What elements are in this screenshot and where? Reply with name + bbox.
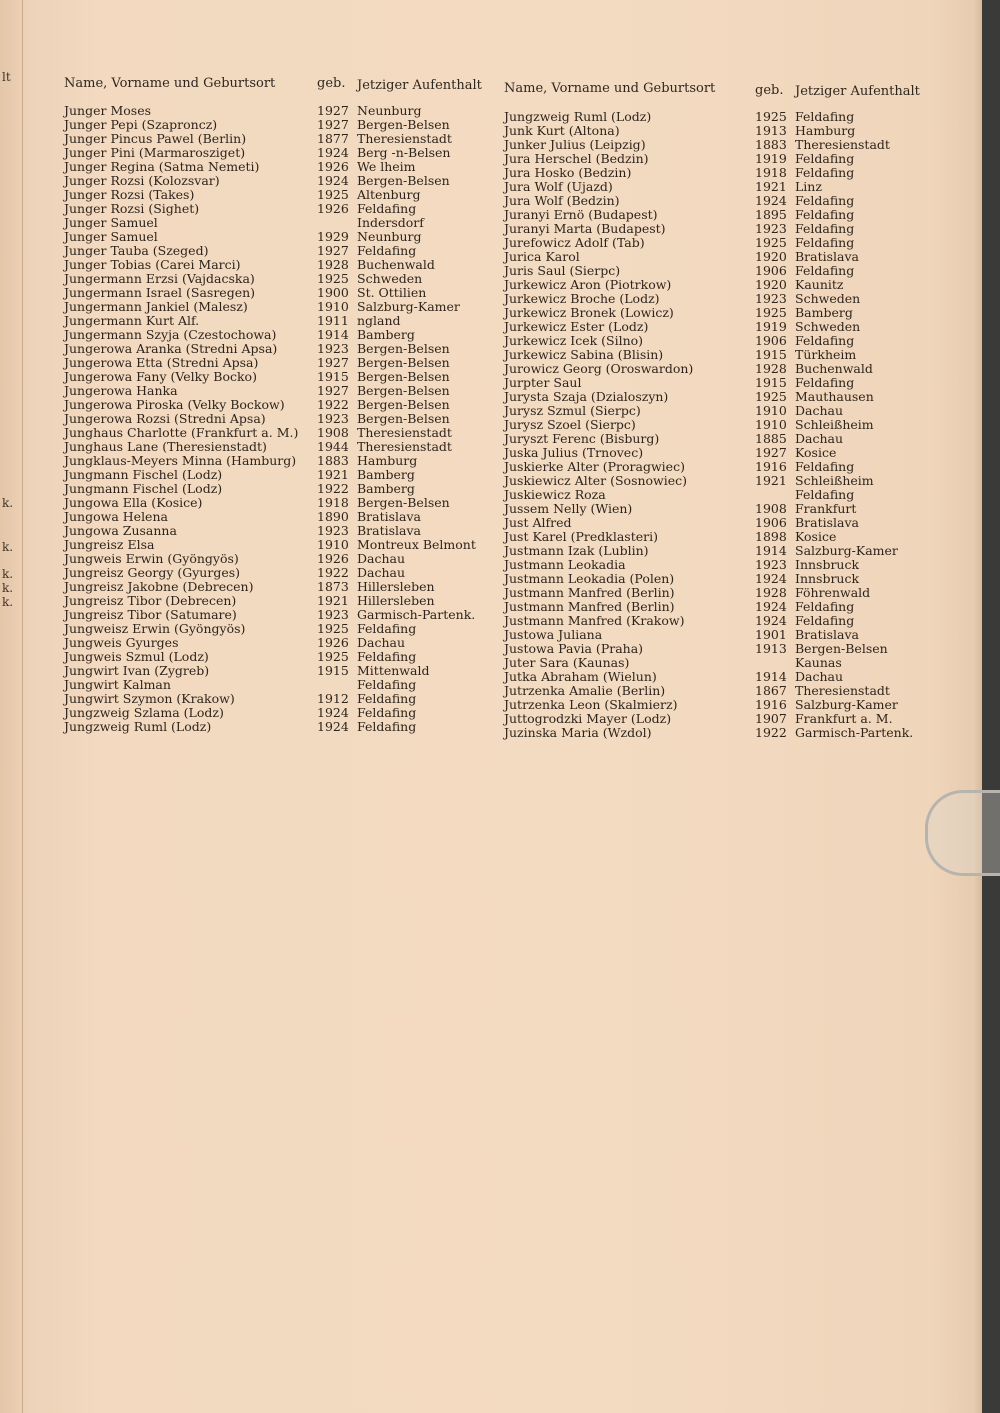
entry-place: Hamburg: [357, 453, 418, 468]
entry-name: Jungermann Erzsi (Vajdacska): [64, 271, 255, 286]
entry-name: Jungweis Gyurges: [64, 635, 179, 650]
entry-name: Jungowa Helena: [64, 509, 168, 524]
entry-place: Theresienstadt: [357, 131, 452, 146]
page-edge: [972, 0, 982, 1413]
entry-place: Bergen-Belsen: [357, 369, 450, 384]
entry-name: Jungreisz Elsa: [64, 537, 155, 552]
entry-place: Montreux Belmont: [357, 537, 476, 552]
entry-year: 1915: [317, 369, 349, 384]
entry-year: 1925: [755, 389, 787, 404]
entry-name: Jurefowicz Adolf (Tab): [504, 235, 645, 250]
entry-year: 1922: [317, 397, 349, 412]
entry-place: Türkheim: [795, 347, 857, 362]
entry-place: Dachau: [795, 431, 844, 446]
entry-year: 1926: [317, 551, 349, 566]
margin-fragment: k.: [2, 496, 14, 510]
entry-name: Jussem Nelly (Wien): [504, 501, 633, 516]
entry-place: Kaunitz: [795, 277, 844, 292]
entry-year: 1906: [755, 263, 787, 278]
entry-year: 1925: [755, 305, 787, 320]
header-born: geb.: [317, 76, 346, 91]
entry-name: Junger Tobias (Carei Marci): [64, 257, 241, 272]
entry-year: 1913: [755, 641, 787, 656]
entry-place: Indersdorf: [357, 215, 424, 230]
entry-name: Jungzweig Szlama (Lodz): [64, 705, 224, 720]
entry-year: 1922: [755, 725, 787, 740]
entry-year: 1925: [317, 621, 349, 636]
entry-name: Jungreisz Georgy (Gyurges): [64, 565, 241, 580]
entry-name: Jungerowa Aranka (Stredni Apsa): [64, 341, 278, 356]
entry-name: Jurkewicz Sabina (Blisin): [504, 347, 664, 362]
entry-place: Frankfurt: [795, 501, 857, 516]
entry-place: Bamberg: [357, 327, 415, 342]
entry-place: Hillersleben: [357, 593, 435, 608]
entry-year: 1923: [317, 607, 349, 622]
entry-place: Bamberg: [357, 481, 415, 496]
entry-name: Jurica Karol: [504, 249, 580, 264]
entry-name: Jungerowa Hanka: [64, 383, 178, 398]
entry-year: 1916: [755, 697, 787, 712]
entry-place: Neunburg: [357, 103, 422, 118]
entry-year: 1921: [755, 179, 787, 194]
entry-place: Theresienstadt: [357, 439, 452, 454]
entry-name: Junker Julius (Leipzig): [504, 137, 646, 152]
entry-year: 1918: [755, 165, 787, 180]
entry-year: 1926: [317, 635, 349, 650]
entry-year: 1924: [755, 599, 787, 614]
entry-year: 1883: [755, 137, 787, 152]
entry-place: Altenburg: [357, 187, 421, 202]
entry-year: 1924: [755, 193, 787, 208]
entry-year: 1919: [755, 319, 787, 334]
entry-place: Feldafing: [795, 263, 855, 278]
entry-year: 1925: [317, 649, 349, 664]
entry-place: Dachau: [357, 551, 406, 566]
margin-fragment: k.: [2, 540, 14, 554]
entry-place: Feldafing: [357, 719, 417, 734]
entry-name: Junger Pincus Pawel (Berlin): [64, 131, 247, 146]
entry-name: Jurkewicz Bronek (Lowicz): [504, 305, 674, 320]
entry-place: Bergen-Belsen: [357, 495, 450, 510]
entry-name: Justmann Manfred (Berlin): [504, 585, 675, 600]
entry-year: 1908: [755, 501, 787, 516]
entry-year: 1921: [755, 473, 787, 488]
entry-place: Salzburg-Kamer: [795, 697, 898, 712]
entry-place: Feldafing: [795, 333, 855, 348]
entry-place: Garmisch-Partenk.: [357, 607, 476, 622]
entry-year: 1928: [317, 257, 349, 272]
entry-place: Bamberg: [357, 467, 415, 482]
entry-place: Bergen-Belsen: [357, 383, 450, 398]
entry-place: Dachau: [357, 635, 406, 650]
entry-year: 1873: [317, 579, 349, 594]
entry-place: Kosice: [795, 445, 837, 460]
entry-place: Bratislava: [357, 523, 422, 538]
entry-place: Bergen-Belsen: [357, 411, 450, 426]
entry-place: Feldafing: [357, 649, 417, 664]
entry-name: Jungreisz Tibor (Satumare): [64, 607, 237, 622]
entry-name: Jurysz Szoel (Sierpc): [504, 417, 636, 432]
entry-year: 1914: [755, 543, 787, 558]
entry-name: Jungwirt Szymon (Krakow): [64, 691, 235, 706]
entry-name: Just Alfred: [504, 515, 572, 530]
entry-name: Junger Rozsi (Kolozsvar): [64, 173, 220, 188]
entry-year: 1928: [755, 585, 787, 600]
entry-year: 1925: [755, 235, 787, 250]
entry-name: Jungowa Zusanna: [64, 523, 177, 538]
entry-name: Jungerowa Etta (Stredni Apsa): [64, 355, 259, 370]
entry-year: 1898: [755, 529, 787, 544]
previous-page-edge: [0, 0, 23, 1413]
entry-year: 1910: [755, 403, 787, 418]
entry-name: Jungwirt Ivan (Zygreb): [64, 663, 210, 678]
entry-name: Juzinska Maria (Wzdol): [504, 725, 652, 740]
entry-name: Jurkewicz Broche (Lodz): [504, 291, 660, 306]
entry-year: 1924: [755, 613, 787, 628]
entry-place: Feldafing: [795, 235, 855, 250]
header-residence: Jetziger Aufenthalt: [357, 78, 482, 93]
entry-place: Salzburg-Kamer: [795, 543, 898, 558]
entry-year: 1901: [755, 627, 787, 642]
entry-place: Feldafing: [795, 207, 855, 222]
entry-name: Jutrzenka Leon (Skalmierz): [504, 697, 678, 712]
entry-year: 1924: [317, 145, 349, 160]
entry-name: Jungzweig Ruml (Lodz): [64, 719, 212, 734]
entry-year: 1922: [317, 565, 349, 580]
entry-name: Jura Hosko (Bedzin): [504, 165, 632, 180]
entry-place: Feldafing: [795, 221, 855, 236]
entry-place: Feldafing: [357, 691, 417, 706]
header-name: Name, Vorname und Geburtsort: [64, 76, 276, 91]
entry-year: 1944: [317, 439, 349, 454]
entry-name: Jurowicz Georg (Oroswardon): [504, 361, 694, 376]
entry-place: Innsbruck: [795, 557, 860, 572]
entry-place: Feldafing: [795, 599, 855, 614]
entry-year: 1877: [317, 131, 349, 146]
entry-place: Salzburg-Kamer: [357, 299, 460, 314]
entry-name: Jungreisz Tibor (Debrecen): [64, 593, 237, 608]
entry-place: Bratislava: [357, 509, 422, 524]
entry-year: 1915: [755, 375, 787, 390]
entry-name: Junger Samuel: [64, 215, 158, 230]
entry-place: Innsbruck: [795, 571, 860, 586]
entry-place: Garmisch-Partenk.: [795, 725, 914, 740]
margin-fragment: k.: [2, 567, 14, 581]
entry-name: Jungerowa Fany (Velky Bocko): [64, 369, 257, 384]
entry-name: Jungermann Kurt Alf.: [64, 313, 200, 328]
entry-place: Feldafing: [357, 705, 417, 720]
entry-name: Jungermann Israel (Sasregen): [64, 285, 256, 300]
entry-place: Feldafing: [357, 243, 417, 258]
entry-place: Bergen-Belsen: [357, 355, 450, 370]
entry-name: Junger Pepi (Szaproncz): [64, 117, 218, 132]
entry-place: Feldafing: [795, 151, 855, 166]
entry-name: Jutka Abraham (Wielun): [504, 669, 657, 684]
entry-place: Schweden: [357, 271, 423, 286]
entry-place: Bergen-Belsen: [357, 117, 450, 132]
entry-year: 1923: [317, 523, 349, 538]
header-name: Name, Vorname und Geburtsort: [504, 81, 716, 96]
entry-place: Schleißheim: [795, 473, 874, 488]
entry-name: Juttogrodzki Mayer (Lodz): [504, 711, 672, 726]
entry-year: 1885: [755, 431, 787, 446]
entry-name: Juranyi Marta (Budapest): [504, 221, 666, 236]
entry-year: 1911: [317, 313, 349, 328]
entry-name: Jungermann Jankiel (Malesz): [64, 299, 248, 314]
entry-name: Jungweis Erwin (Gyöngyös): [64, 551, 239, 566]
entry-place: Bergen-Belsen: [795, 641, 888, 656]
entry-place: Theresienstadt: [357, 425, 452, 440]
entry-place: ngland: [357, 313, 401, 328]
entry-name: Juskierke Alter (Proragwiec): [504, 459, 685, 474]
entry-name: Junger Pini (Marmarosziget): [64, 145, 246, 160]
entry-place: Bergen-Belsen: [357, 173, 450, 188]
margin-fragment: lt: [2, 70, 11, 84]
entry-year: 1910: [317, 299, 349, 314]
header-residence: Jetziger Aufenthalt: [795, 84, 920, 99]
entry-name: Jungweisz Erwin (Gyöngyös): [64, 621, 246, 636]
entry-place: Bergen-Belsen: [357, 341, 450, 356]
entry-year: 1912: [317, 691, 349, 706]
entry-place: Kosice: [795, 529, 837, 544]
entry-place: Theresienstadt: [795, 137, 890, 152]
entry-name: Junger Tauba (Szeged): [64, 243, 209, 258]
header-born: geb.: [755, 83, 784, 98]
entry-name: Junger Moses: [64, 103, 152, 118]
entry-year: 1926: [317, 201, 349, 216]
entry-year: 1927: [317, 103, 349, 118]
entry-place: Feldafing: [795, 375, 855, 390]
entry-name: Jungerowa Piroska (Velky Bockow): [64, 397, 285, 412]
entry-place: Berg -n-Belsen: [357, 145, 451, 160]
entry-year: 1883: [317, 453, 349, 468]
entry-name: Jurysz Szmul (Sierpc): [504, 403, 641, 418]
entry-name: Juskiewicz Alter (Sosnowiec): [504, 473, 688, 488]
entry-year: 1914: [317, 327, 349, 342]
entry-place: Frankfurt a. M.: [795, 711, 893, 726]
entry-place: Bratislava: [795, 515, 860, 530]
entry-name: Junk Kurt (Altona): [504, 123, 620, 138]
entry-name: Justmann Leokadia: [504, 557, 626, 572]
entry-name: Justmann Izak (Lublin): [504, 543, 649, 558]
entry-year: 1913: [755, 123, 787, 138]
entry-place: Bamberg: [795, 305, 853, 320]
entry-name: Jungreisz Jakobne (Debrecen): [64, 579, 254, 594]
entry-name: Junger Samuel: [64, 229, 158, 244]
entry-year: 1925: [317, 271, 349, 286]
entry-year: 1890: [317, 509, 349, 524]
entry-name: Jungmann Fischel (Lodz): [64, 481, 223, 496]
entry-name: Justowa Juliana: [504, 627, 603, 642]
entry-name: Jungermann Szyja (Czestochowa): [64, 327, 277, 342]
paper-clip: [925, 790, 1000, 876]
entry-year: 1925: [317, 187, 349, 202]
entry-year: 1927: [317, 117, 349, 132]
entry-place: Föhrenwald: [795, 585, 871, 600]
entry-name: Jura Herschel (Bedzin): [504, 151, 649, 166]
margin-fragment: k.: [2, 595, 14, 609]
entry-year: 1895: [755, 207, 787, 222]
entry-name: Jura Wolf (Bedzin): [504, 193, 620, 208]
entry-year: 1925: [755, 109, 787, 124]
entry-year: 1924: [317, 173, 349, 188]
entry-year: 1914: [755, 669, 787, 684]
entry-year: 1921: [317, 467, 349, 482]
entry-name: Jungklaus-Meyers Minna (Hamburg): [64, 453, 297, 468]
entry-name: Justmann Leokadia (Polen): [504, 571, 675, 586]
entry-year: 1923: [317, 341, 349, 356]
entry-name: Juris Saul (Sierpc): [504, 263, 621, 278]
entry-year: 1920: [755, 277, 787, 292]
entry-name: Juskiewicz Roza: [504, 487, 606, 502]
entry-name: Jura Wolf (Ujazd): [504, 179, 613, 194]
entry-place: Hamburg: [795, 123, 856, 138]
entry-name: Junghaus Charlotte (Frankfurt a. M.): [64, 425, 299, 440]
entry-name: Jurkewicz Icek (Silno): [504, 333, 644, 348]
entry-name: Jungerowa Rozsi (Stredni Apsa): [64, 411, 266, 426]
entry-name: Juter Sara (Kaunas): [504, 655, 630, 670]
margin-fragment: k.: [2, 581, 14, 595]
entry-year: 1924: [755, 571, 787, 586]
entry-year: 1918: [317, 495, 349, 510]
entry-name: Juska Julius (Trnovec): [504, 445, 644, 460]
entry-place: Buchenwald: [357, 257, 435, 272]
entry-name: Junger Rozsi (Sighet): [64, 201, 200, 216]
entry-place: Dachau: [795, 669, 844, 684]
entry-name: Jungzweig Ruml (Lodz): [504, 109, 652, 124]
entry-place: Feldafing: [357, 201, 417, 216]
entry-place: Feldafing: [795, 109, 855, 124]
entry-year: 1928: [755, 361, 787, 376]
entry-place: Feldafing: [795, 459, 855, 474]
entry-place: St. Ottilien: [357, 285, 427, 300]
entry-place: Linz: [795, 179, 822, 194]
entry-place: Dachau: [795, 403, 844, 418]
entry-place: Dachau: [357, 565, 406, 580]
entry-place: Schweden: [795, 291, 861, 306]
entry-name: Juryszt Ferenc (Bisburg): [504, 431, 660, 446]
entry-name: Jutrzenka Amalie (Berlin): [504, 683, 666, 698]
entry-name: Juranyi Ernö (Budapest): [504, 207, 658, 222]
entry-year: 1923: [755, 221, 787, 236]
entry-name: Justmann Manfred (Berlin): [504, 599, 675, 614]
entry-place: Feldafing: [795, 193, 855, 208]
entry-place: We lheim: [357, 159, 416, 174]
entry-year: 1920: [755, 249, 787, 264]
entry-year: 1916: [755, 459, 787, 474]
entry-name: Jungowa Ella (Kosice): [64, 495, 203, 510]
entry-name: Junger Rozsi (Takes): [64, 187, 195, 202]
entry-place: Feldafing: [357, 621, 417, 636]
entry-year: 1906: [755, 515, 787, 530]
entry-year: 1910: [317, 537, 349, 552]
entry-year: 1915: [317, 663, 349, 678]
entry-place: Bergen-Belsen: [357, 397, 450, 412]
entry-place: Feldafing: [795, 613, 855, 628]
entry-name: Jungwirt Kalman: [64, 677, 171, 692]
entry-year: 1924: [317, 705, 349, 720]
entry-place: Schleißheim: [795, 417, 874, 432]
entry-name: Jungweis Szmul (Lodz): [64, 649, 209, 664]
entry-year: 1923: [755, 557, 787, 572]
entry-place: Feldafing: [795, 165, 855, 180]
entry-place: Mauthausen: [795, 389, 874, 404]
entry-place: Bratislava: [795, 249, 860, 264]
entry-place: Kaunas: [795, 655, 842, 670]
entry-year: 1927: [317, 355, 349, 370]
entry-place: Theresienstadt: [795, 683, 890, 698]
entry-name: Justmann Manfred (Krakow): [504, 613, 685, 628]
entry-name: Just Karel (Predklasteri): [504, 529, 658, 544]
entry-year: 1923: [755, 291, 787, 306]
entry-place: Neunburg: [357, 229, 422, 244]
entry-place: Bratislava: [795, 627, 860, 642]
entry-year: 1923: [317, 411, 349, 426]
entry-name: Jurysta Szaja (Dzialoszyn): [504, 389, 669, 404]
entry-year: 1927: [755, 445, 787, 460]
entry-year: 1910: [755, 417, 787, 432]
entry-year: 1924: [317, 719, 349, 734]
entry-place: Mittenwald: [357, 663, 430, 678]
entry-name: Justowa Pavia (Praha): [504, 641, 644, 656]
entry-year: 1927: [317, 243, 349, 258]
entry-year: 1867: [755, 683, 787, 698]
entry-place: Feldafing: [795, 487, 855, 502]
entry-year: 1929: [317, 229, 349, 244]
entry-place: Buchenwald: [795, 361, 873, 376]
entry-place: Hillersleben: [357, 579, 435, 594]
entry-year: 1922: [317, 481, 349, 496]
entry-year: 1906: [755, 333, 787, 348]
entry-year: 1900: [317, 285, 349, 300]
entry-year: 1907: [755, 711, 787, 726]
entry-year: 1915: [755, 347, 787, 362]
entry-year: 1926: [317, 159, 349, 174]
entry-year: 1919: [755, 151, 787, 166]
entry-year: 1927: [317, 383, 349, 398]
entry-place: Feldafing: [357, 677, 417, 692]
entry-place: Schweden: [795, 319, 861, 334]
entry-name: Junghaus Lane (Theresienstadt): [64, 439, 267, 454]
entry-name: Jurkewicz Aron (Piotrkow): [504, 277, 672, 292]
entry-year: 1921: [317, 593, 349, 608]
entry-year: 1908: [317, 425, 349, 440]
entry-name: Jungmann Fischel (Lodz): [64, 467, 223, 482]
entry-name: Jurpter Saul: [504, 375, 582, 390]
entry-name: Jurkewicz Ester (Lodz): [504, 319, 649, 334]
entry-name: Junger Regina (Satma Nemeti): [64, 159, 260, 174]
